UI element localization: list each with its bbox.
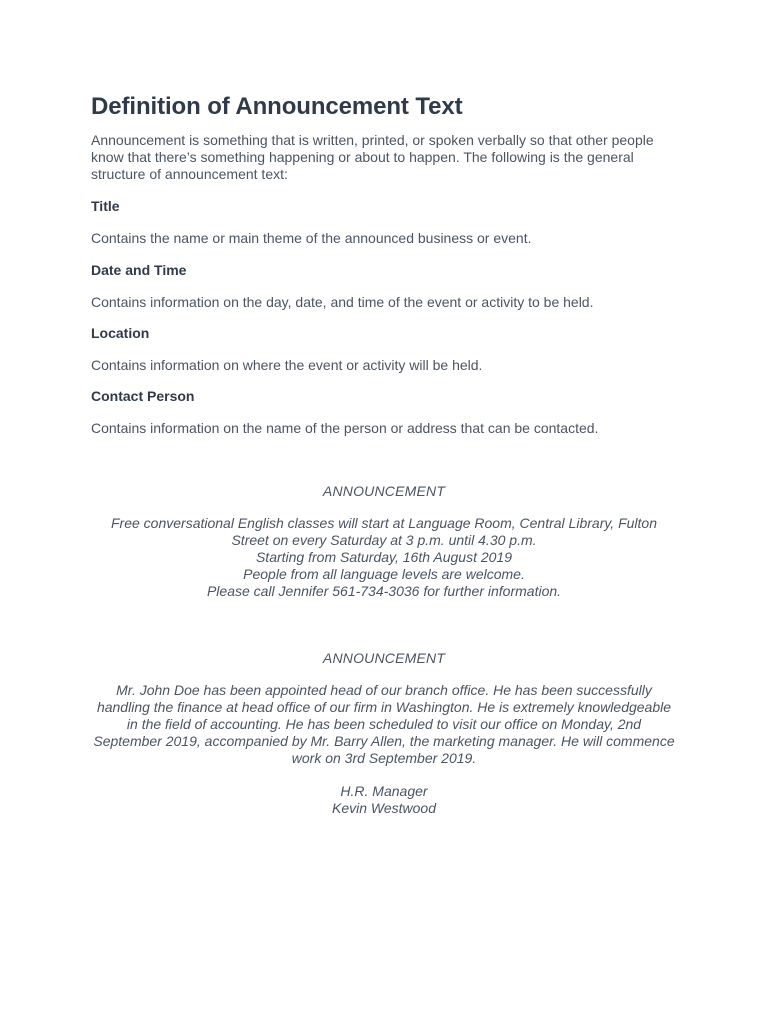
signature-role: H.R. Manager [340,783,428,799]
definition-block [91,92,677,436]
section-heading: Contact Person [91,388,195,404]
section-heading: Date and Time [91,262,187,278]
section-date-and-time [91,262,593,311]
section-text: Contains information on where the event or activity will be held. [91,357,483,373]
section-text: Contains the name or main theme of the announced business or event. [91,230,532,246]
announcement-example-1 [91,483,677,600]
section-title [91,198,532,247]
announcement-line: Please call Jennifer 561-734-3036 for further information. [206,583,562,599]
announcement-title: ANNOUNCEMENT [322,650,446,666]
section-heading: Location [91,325,150,341]
section-text: Contains information on the day, date, and time of the event or activity to be held. [91,294,594,310]
announcement-line: People from all language levels are welcome. [243,566,525,582]
announcement-title: ANNOUNCEMENT [322,483,446,499]
announcement-example-2 [91,650,677,817]
intro-paragraph: Announcement is something that is written, printed, or spoken verbally so that other people know that there’s something happening or about to happen. The following is the general structure of announcement text: [91,132,654,182]
section-contact-person [91,388,598,437]
page-title: Definition of Announcement Text [91,93,463,120]
section-location [91,325,482,374]
section-heading: Title [91,198,120,214]
announcement-body: Mr. John Doe has been appointed head of our branch office. He has been successfully handling the finance at head office of our firm in Washington. He is extremely knowledgeable in the field of accounting. He has been scheduled to visit our office on Monday, 2nd September 2019, accompanied by Mr. Barry Allen, the marketing manager. He will commence work on 3rd September 2019. [93,682,675,766]
announcement-line: Free conversational English classes will start at Language Room, Central Library, Fulton Street on every Saturday at 3 p.m. until 4.30 p.m. [111,515,657,548]
announcement-body [91,515,677,600]
section-text: Contains information on the name of the person or address that can be contacted. [91,420,599,436]
signature-block [91,783,677,817]
announcement-line: Starting from Saturday, 16th August 2019 [255,549,513,565]
signature-name: Kevin Westwood [331,800,436,816]
